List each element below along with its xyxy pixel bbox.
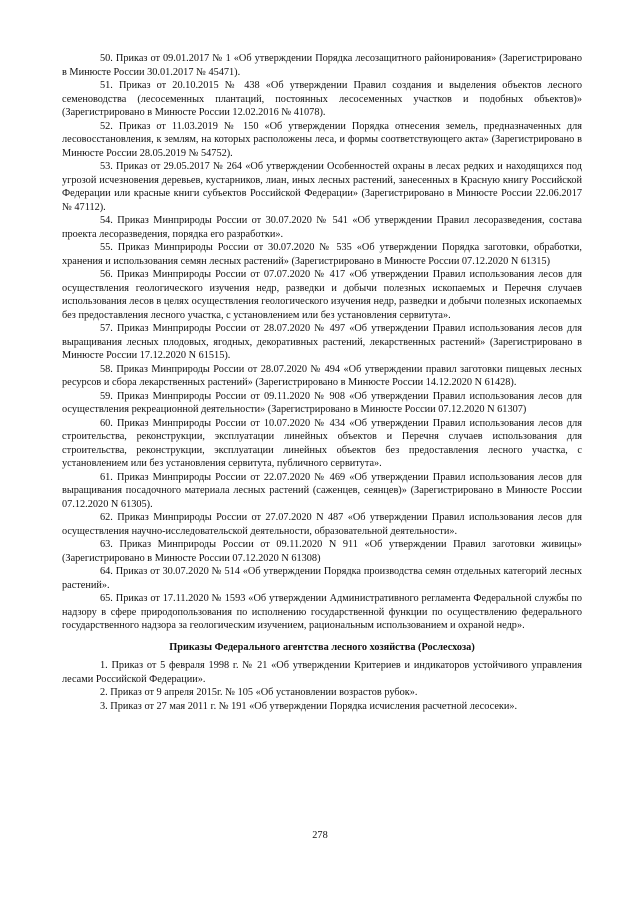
list-item: 54. Приказ Минприроды России от 30.07.2020 № 541 «Об утверждении Правил лесоразведения, состава проекта лесоразведения, порядка его разработки». bbox=[62, 215, 582, 240]
page-number: 278 bbox=[312, 830, 328, 841]
list-item: 3. Приказ от 27 мая 2011 г. № 191 «Об утверждении Порядка исчисления расчетной лесосеки». bbox=[100, 700, 518, 712]
list-item: 63. Приказ Минприроды России от 09.11.2020 N 911 «Об утверждении Правил заготовки живицы» (Зарегистрировано в Минюсте России 07.12.2020 N 61308) bbox=[62, 539, 582, 564]
list-item: 52. Приказ от 11.03.2019 № 150 «Об утверждении Порядка отнесения земель, предназначенных для лесовосстановления, к землям, на которых расположены леса, и формы соответствующего акта» (Зарегистрировано в Минюсте России 28.05.2019 № 54752). bbox=[62, 120, 582, 159]
list-item: 58. Приказ Минприроды России от 28.07.2020 № 494 «Об утверждении правил заготовки пищевых лесных ресурсов и сбора лекарственных растений» (Зарегистрировано в Минюсте России 14.12.2020 N 61428). bbox=[62, 363, 582, 388]
list-item: 57. Приказ Минприроды России от 28.07.2020 № 497 «Об утверждении Правил использования лесов для выращивания лесных плодовых, ягодных, декоративных растений, лекарственных растений» (Зарегистрировано в Минюсте России 17.12.2020 N 61515). bbox=[62, 323, 582, 361]
list-item: 61. Приказ Минприроды России от 22.07.2020 № 469 «Об утверждении Правил использования лесов для выращивания посадочного материала лесных растений (саженцев, сеянцев)» (Зарегистрировано в Минюсте России 07.12.2020 N 61305). bbox=[62, 471, 582, 510]
list-item: 60. Приказ Минприроды России от 10.07.2020 № 434 «Об утверждении Правил использования лесов для строительства, реконструкции, эксплуатации линейных объектов и Перечня случаев использования для строительства, реконструкции, эксплуатации линейных объектов без предоставления лесного участка, с установлением или без установления сервитута, публичного сервитута». bbox=[62, 417, 582, 469]
list-item: 55. Приказ Минприроды России от 30.07.2020 № 535 «Об утверждении Порядка заготовки, обработки, хранения и использования семян лесных растений» (Зарегистрировано в Минюсте России 07.12.2020 N 61315) bbox=[62, 242, 582, 267]
list-item: 1. Приказ от 5 февраля 1998 г. № 21 «Об утверждении Критериев и индикаторов устойчивого управления лесами Российской Федерации». bbox=[62, 660, 582, 685]
section-heading: Приказы Федерального агентства лесного хозяйства (Рослесхоза) bbox=[169, 641, 475, 653]
list-item: 62. Приказ Минприроды России от 27.07.2020 N 487 «Об утверждении Правил использования лесов для осуществления научно-исследовательской деятельности, образовательной деятельности». bbox=[62, 512, 582, 537]
list-item: 51. Приказ от 20.10.2015 № 438 «Об утверждении Правил создания и выделения объектов лесного семеноводства (лесосеменных плантаций, постоянных лесосеменных участков и подобных объектов)» (Зарегистрировано в Минюсте России 12.02.2016 № 41078). bbox=[62, 80, 582, 118]
list-item: 56. Приказ Минприроды России от 07.07.2020 № 417 «Об утверждении Правил использования лесов для осуществления геологического изучения недр, разведки и добычи полезных ископаемых и Перечня случаев использования лесов в целях осуществления геологического изучения недр, разведки и добычи полезных ископаемых без предоставления лесного участка, с установлением или без установления сервитута». bbox=[62, 269, 582, 321]
list-item: 64. Приказ от 30.07.2020 № 514 «Об утверждении Порядка производства семян отдельных категорий лесных растений». bbox=[62, 566, 582, 591]
document-page bbox=[62, 52, 582, 713]
list-item: 65. Приказ от 17.11.2020 № 1593 «Об утверждении Административного регламента Федеральной службы по надзору в сфере природопользования по исполнению государственной функции по осуществлению федерального государственного надзора за геологическим изучением, рациональным использованием и охраной недр». bbox=[62, 593, 582, 631]
list-item: 53. Приказ от 29.05.2017 № 264 «Об утверждении Особенностей охраны в лесах редких и находящихся под угрозой исчезновения деревьев, кустарников, лиан, иных лесных растений, занесенных в Красную книгу Российской Федерации или красные книги субъектов Российской Федерации» (Зарегистрировано в Минюсте России 22.06.2017 № 47112). bbox=[62, 161, 582, 213]
list-item: 59. Приказ Минприроды России от 09.11.2020 № 908 «Об утверждении Правил использования лесов для осуществления рекреационной деятельности» (Зарегистрировано в Минюсте России 07.12.2020 N 61307) bbox=[62, 390, 582, 415]
list-item: 2. Приказ от 9 апреля 2015г. № 105 «Об установлении возрастов рубок». bbox=[100, 687, 418, 698]
list-item: 50. Приказ от 09.01.2017 № 1 «Об утверждении Порядка лесозащитного районирования» (Зарегистрировано в Минюсте России 30.01.2017 № 45471). bbox=[62, 53, 582, 78]
